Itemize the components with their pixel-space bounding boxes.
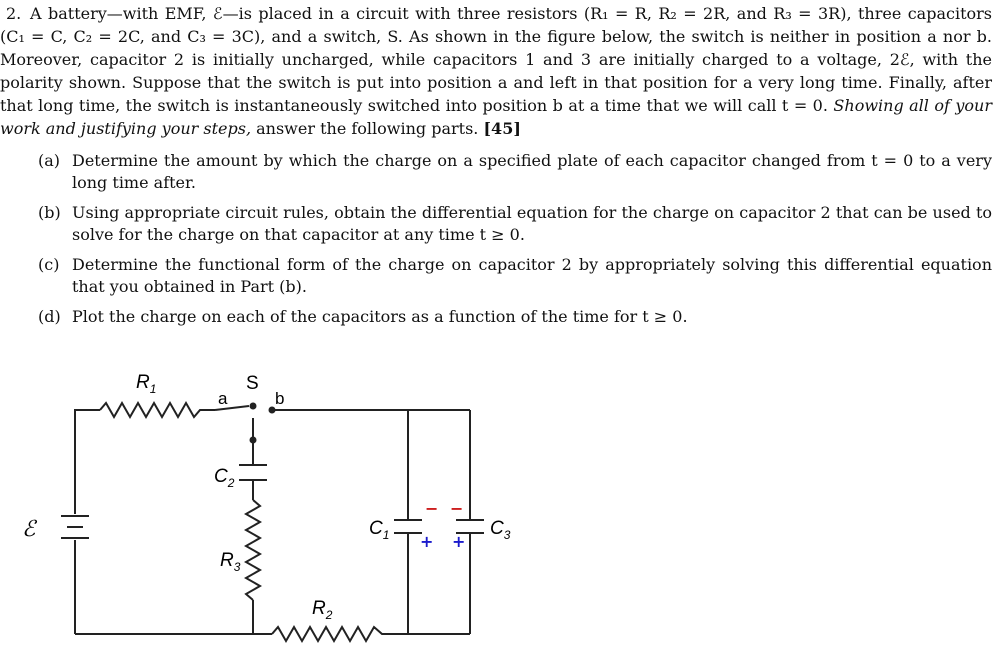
c1-plus-sign: + [420,532,434,551]
problem-number: 2. [6,4,22,23]
emf-label: ℰ [22,517,36,542]
wire-left-top [75,410,100,514]
resistor-r3 [246,500,260,600]
switch-label: S [246,373,259,394]
part-label: (c) [38,255,60,274]
part-label: (a) [38,151,61,170]
c2-label: $C_2$ [214,466,235,490]
c1-label: $C_1$ [369,518,390,542]
part-text: Plot the charge on each of the capacitors as a function of the time for t ≥ 0. [72,307,688,326]
r1-label: $R_1$ [136,372,157,396]
switch-pos-b-label: b [275,389,285,408]
capacitor-c1 [394,520,422,533]
problem-instruction-tail: answer the following parts. [256,119,479,138]
switch-contact-pivot [250,437,257,444]
part-text: Using appropriate circuit rules, obtain the differential equation for the charge on capacitor 2 that can be used to solve for the charge on that capacitor at any time t ≥ 0. [72,203,992,244]
part-text: Determine the amount by which the charge on a specified plate of each capacitor changed from t = 0 to a very long time after. [72,151,992,192]
switch-pos-a-label: a [218,389,228,408]
battery [61,516,89,538]
circuit-wires [75,403,470,641]
resistor-r2 [272,627,408,641]
resistor-r1 [100,403,215,417]
part-label: (d) [38,307,61,326]
capacitor-c2 [239,465,267,480]
part-label: (b) [38,203,61,222]
r2-label: $R_2$ [312,598,333,622]
switch-contact-a [250,403,257,410]
problem-text: A battery—with EMF, ℰ—is placed in a circuit with three resistors (R₁ = R, R₂ = 2R, and R₃ = 3R), three capacitors (C₁ = C, C₂ = 2C, and C₃ = 3C), and a switch, S. As shown in the figure below, the switch is neither in position a nor b. Moreover, capacitor 2 is initially uncharged, while capacitors 1 and 3 are initially charged to a voltage, 2ℰ, with the polarity shown. Suppose that the switch is put into position a and left in that position for a very long time. Finally, after that long time, the switch is instantaneously switched into position b at a time that we will call t = 0. [0,4,992,115]
problem-instruction: Showing all of your work and justifying your steps, [0,96,993,138]
c3-minus-sign: − [450,499,464,518]
c3-label: $C_3$ [490,518,511,542]
part-text: Determine the functional form of the charge on capacitor 2 by appropriately solving this differential equation that you obtained in Part (b). [72,255,992,296]
c1-minus-sign: − [425,499,439,518]
c3-plus-sign: + [452,532,466,551]
r3-label: $R_3$ [220,550,241,574]
problem-points: [45] [483,119,521,138]
